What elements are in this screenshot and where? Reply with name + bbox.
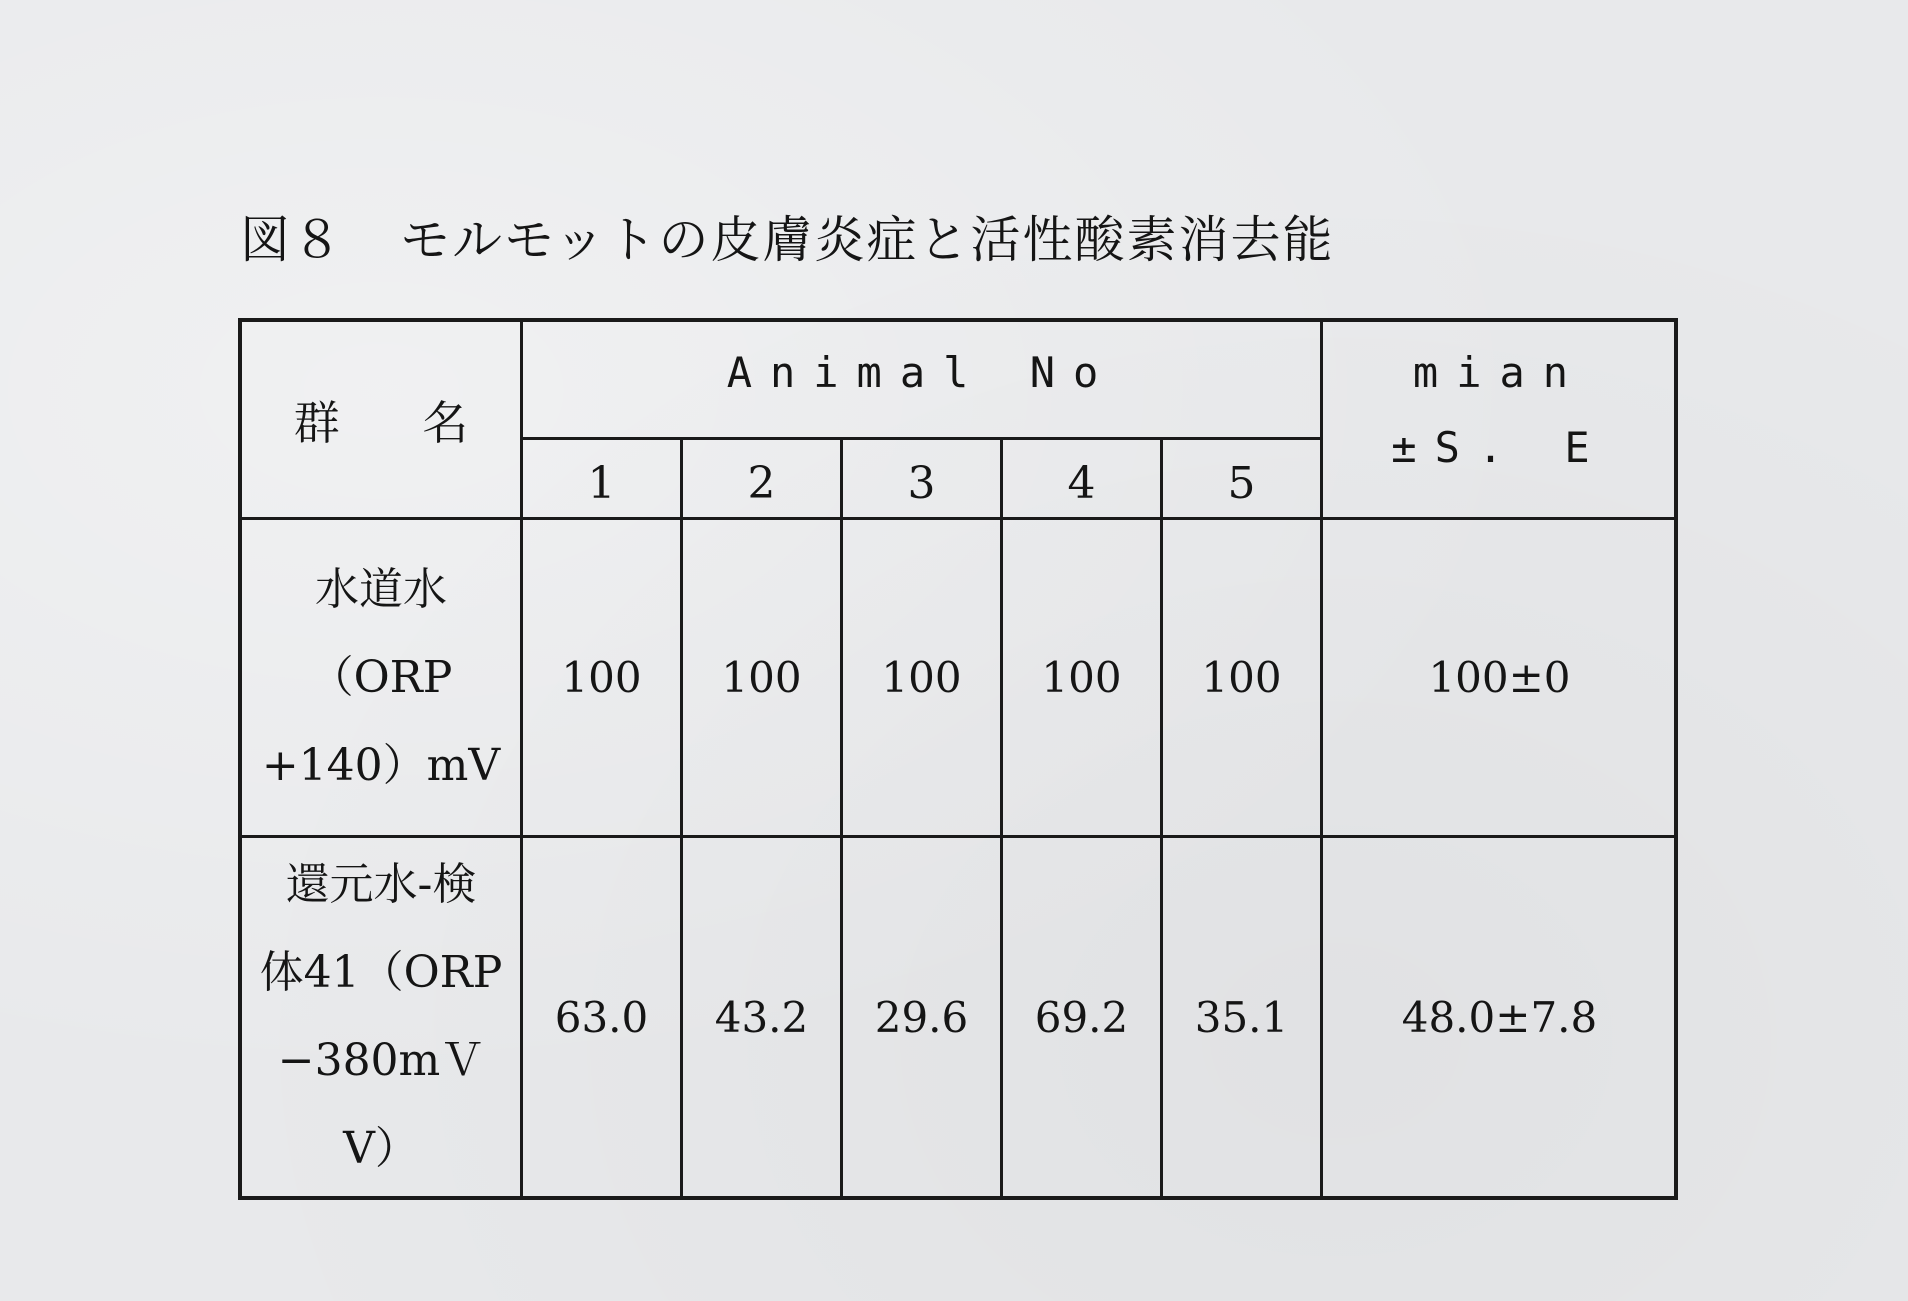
table-cell: 35.1 bbox=[1163, 838, 1323, 1196]
mean-header-line1: mian bbox=[1412, 348, 1587, 397]
figure-number: 図８ bbox=[240, 211, 344, 269]
row-label-tap-water bbox=[242, 520, 523, 838]
table-cell: 100 bbox=[683, 520, 843, 838]
figure-title bbox=[240, 200, 1335, 272]
row-label-line: 水道水 bbox=[315, 563, 447, 615]
data-table bbox=[238, 318, 1678, 1200]
mean-header-line2: ±S. E bbox=[1391, 423, 1608, 472]
row-label-line: −380mＶ bbox=[277, 1035, 485, 1086]
row-label-line: 還元水-検 bbox=[285, 859, 477, 910]
row-label-line: 体41（ORP bbox=[259, 947, 503, 998]
table-cell: 63.0 bbox=[523, 838, 683, 1196]
mean-cell: 100±0 bbox=[1323, 520, 1676, 838]
table-cell: 100 bbox=[843, 520, 1003, 838]
table-cell: 100 bbox=[523, 520, 683, 838]
animal-number-4: 4 bbox=[1003, 440, 1163, 520]
figure-caption: モルモットの皮膚炎症と活性酸素消去能 bbox=[400, 211, 1335, 269]
table-cell: 100 bbox=[1163, 520, 1323, 838]
table-cell: 29.6 bbox=[843, 838, 1003, 1196]
row-label-reduced-water bbox=[242, 838, 523, 1196]
mean-cell: 48.0±7.8 bbox=[1401, 992, 1598, 1042]
table-cell: 100 bbox=[1003, 520, 1163, 838]
row-label-line: V） bbox=[343, 1123, 419, 1174]
row-label-line: （ORP bbox=[309, 651, 453, 703]
table-cell: 43.2 bbox=[683, 838, 843, 1196]
animal-number-2: 2 bbox=[683, 440, 843, 520]
group-name-header: 群 名 bbox=[242, 322, 523, 520]
mean-se-header bbox=[1323, 322, 1676, 520]
row-label-line: +140）mV bbox=[261, 739, 501, 791]
animal-number-1: 1 bbox=[523, 440, 683, 520]
animal-number-5: 5 bbox=[1163, 440, 1323, 520]
table-cell: 69.2 bbox=[1003, 838, 1163, 1196]
animal-no-header: Animal No bbox=[523, 322, 1323, 440]
animal-number-3: 3 bbox=[843, 440, 1003, 520]
